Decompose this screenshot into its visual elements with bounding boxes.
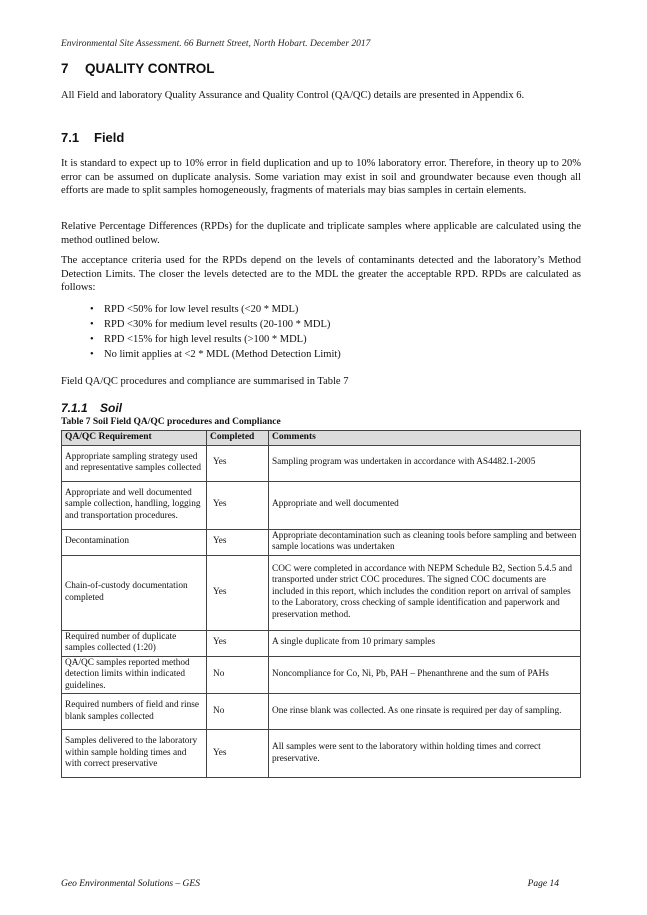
comments-cell: One rinse blank was collected. As one rinsate is required per day of sampling. — [269, 694, 581, 730]
paragraph: It is standard to expect up to 10% error in field duplication and up to 10% laboratory error. Therefore, in theory up to 20% error can be assumed on duplicate analysis. Some variation may exist in soil and groundwater because even though all efforts are made to split samples homogeneously, fragments of materials may bias samples in certain elements. — [61, 158, 581, 196]
comments-cell: Appropriate and well documented — [269, 481, 581, 529]
list-item: • RPD <50% for low level results (<20 * MDL) — [90, 302, 341, 317]
table-row — [62, 445, 581, 481]
comments-cell: COC were completed in accordance with NEPM Schedule B2, Section 5.4.5 and transported under strict COC procedures. The signed COC documents are included in this report, which includes the condition report on arrival of samples to the Laboratory, cross checking of sample identification and paperwork and preservation method. — [269, 555, 581, 630]
completed-cell: Yes — [207, 529, 269, 555]
list-item: • RPD <30% for medium level results (20-100 * MDL) — [90, 317, 341, 332]
table-row — [62, 481, 581, 529]
comments-cell: A single duplicate from 10 primary samples — [269, 630, 581, 656]
page-number: Page 14 — [527, 879, 559, 889]
table-header-row — [62, 431, 581, 446]
subsection-heading — [61, 130, 124, 145]
table-caption: Table 7 Soil Field QA/QC procedures and Compliance — [61, 417, 281, 427]
comments-cell: Appropriate decontamination such as cleaning tools before sampling and between sample locations was undertaken — [269, 529, 581, 555]
subsubsection-heading — [61, 401, 122, 415]
paragraph: Relative Percentage Differences (RPDs) for the duplicate and triplicate samples where applicable are calculated using the method outlined below. — [61, 221, 581, 246]
requirement-cell: Decontamination — [62, 529, 207, 555]
comments-cell: All samples were sent to the laboratory within holding times and correct preservative. — [269, 730, 581, 778]
footer-company: Geo Environmental Solutions – GES — [61, 879, 200, 889]
requirement-cell: Required numbers of field and rinse blank samples collected — [62, 694, 207, 730]
paragraph: Field QA/QC procedures and compliance are summarised in Table 7 — [61, 376, 349, 387]
rpd-criteria-list — [90, 302, 341, 362]
completed-cell: Yes — [207, 730, 269, 778]
completed-cell: Yes — [207, 630, 269, 656]
requirement-cell: Chain-of-custody documentation completed — [62, 555, 207, 630]
table-row — [62, 555, 581, 630]
comments-cell: Noncompliance for Co, Ni, Pb, PAH – Phenanthrene and the sum of PAHs — [269, 656, 581, 694]
subsection-title: Field — [94, 130, 125, 145]
column-header: Completed — [207, 431, 269, 446]
section-intro: All Field and laboratory Quality Assurance and Quality Control (QA/QC) details are presented in Appendix 6. — [61, 90, 525, 101]
section-number: 7 — [61, 61, 69, 76]
table-row — [62, 529, 581, 555]
table-row — [62, 730, 581, 778]
subsubsection-title: Soil — [100, 401, 123, 415]
requirement-cell: Appropriate sampling strategy used and representative samples collected — [62, 445, 207, 481]
subsubsection-number: 7.1.1 — [61, 401, 88, 415]
completed-cell: No — [207, 656, 269, 694]
comments-cell: Sampling program was undertaken in accordance with AS4482.1-2005 — [269, 445, 581, 481]
completed-cell: No — [207, 694, 269, 730]
column-header: QA/QC Requirement — [62, 431, 207, 446]
completed-cell: Yes — [207, 445, 269, 481]
section-title: QUALITY CONTROL — [85, 61, 215, 76]
section-heading — [61, 61, 215, 76]
requirement-cell: QA/QC samples reported method detection limits within indicated guidelines. — [62, 656, 207, 694]
table-row — [62, 630, 581, 656]
paragraph: The acceptance criteria used for the RPDs depend on the levels of contaminants detected and the laboratory’s Method Detection Limits. The closer the levels detected are to the MDL the greater the acceptable RPD. RPDs are calculated as follows: — [61, 255, 581, 293]
requirement-cell: Appropriate and well documented sample collection, handling, logging and transportation procedures. — [62, 481, 207, 529]
completed-cell: Yes — [207, 555, 269, 630]
requirement-cell: Required number of duplicate samples collected (1:20) — [62, 630, 207, 656]
list-item: • RPD <15% for high level results (>100 * MDL) — [90, 332, 341, 347]
table-row — [62, 694, 581, 730]
subsection-number: 7.1 — [61, 130, 80, 145]
list-item: • No limit applies at <2 * MDL (Method Detection Limit) — [90, 347, 341, 362]
qaqc-table — [61, 430, 581, 778]
table-row — [62, 656, 581, 694]
running-header: Environmental Site Assessment. 66 Burnett Street, North Hobart. December 2017 — [61, 39, 371, 49]
requirement-cell: Samples delivered to the laboratory within sample holding times and with correct preservative — [62, 730, 207, 778]
column-header: Comments — [269, 431, 581, 446]
completed-cell: Yes — [207, 481, 269, 529]
